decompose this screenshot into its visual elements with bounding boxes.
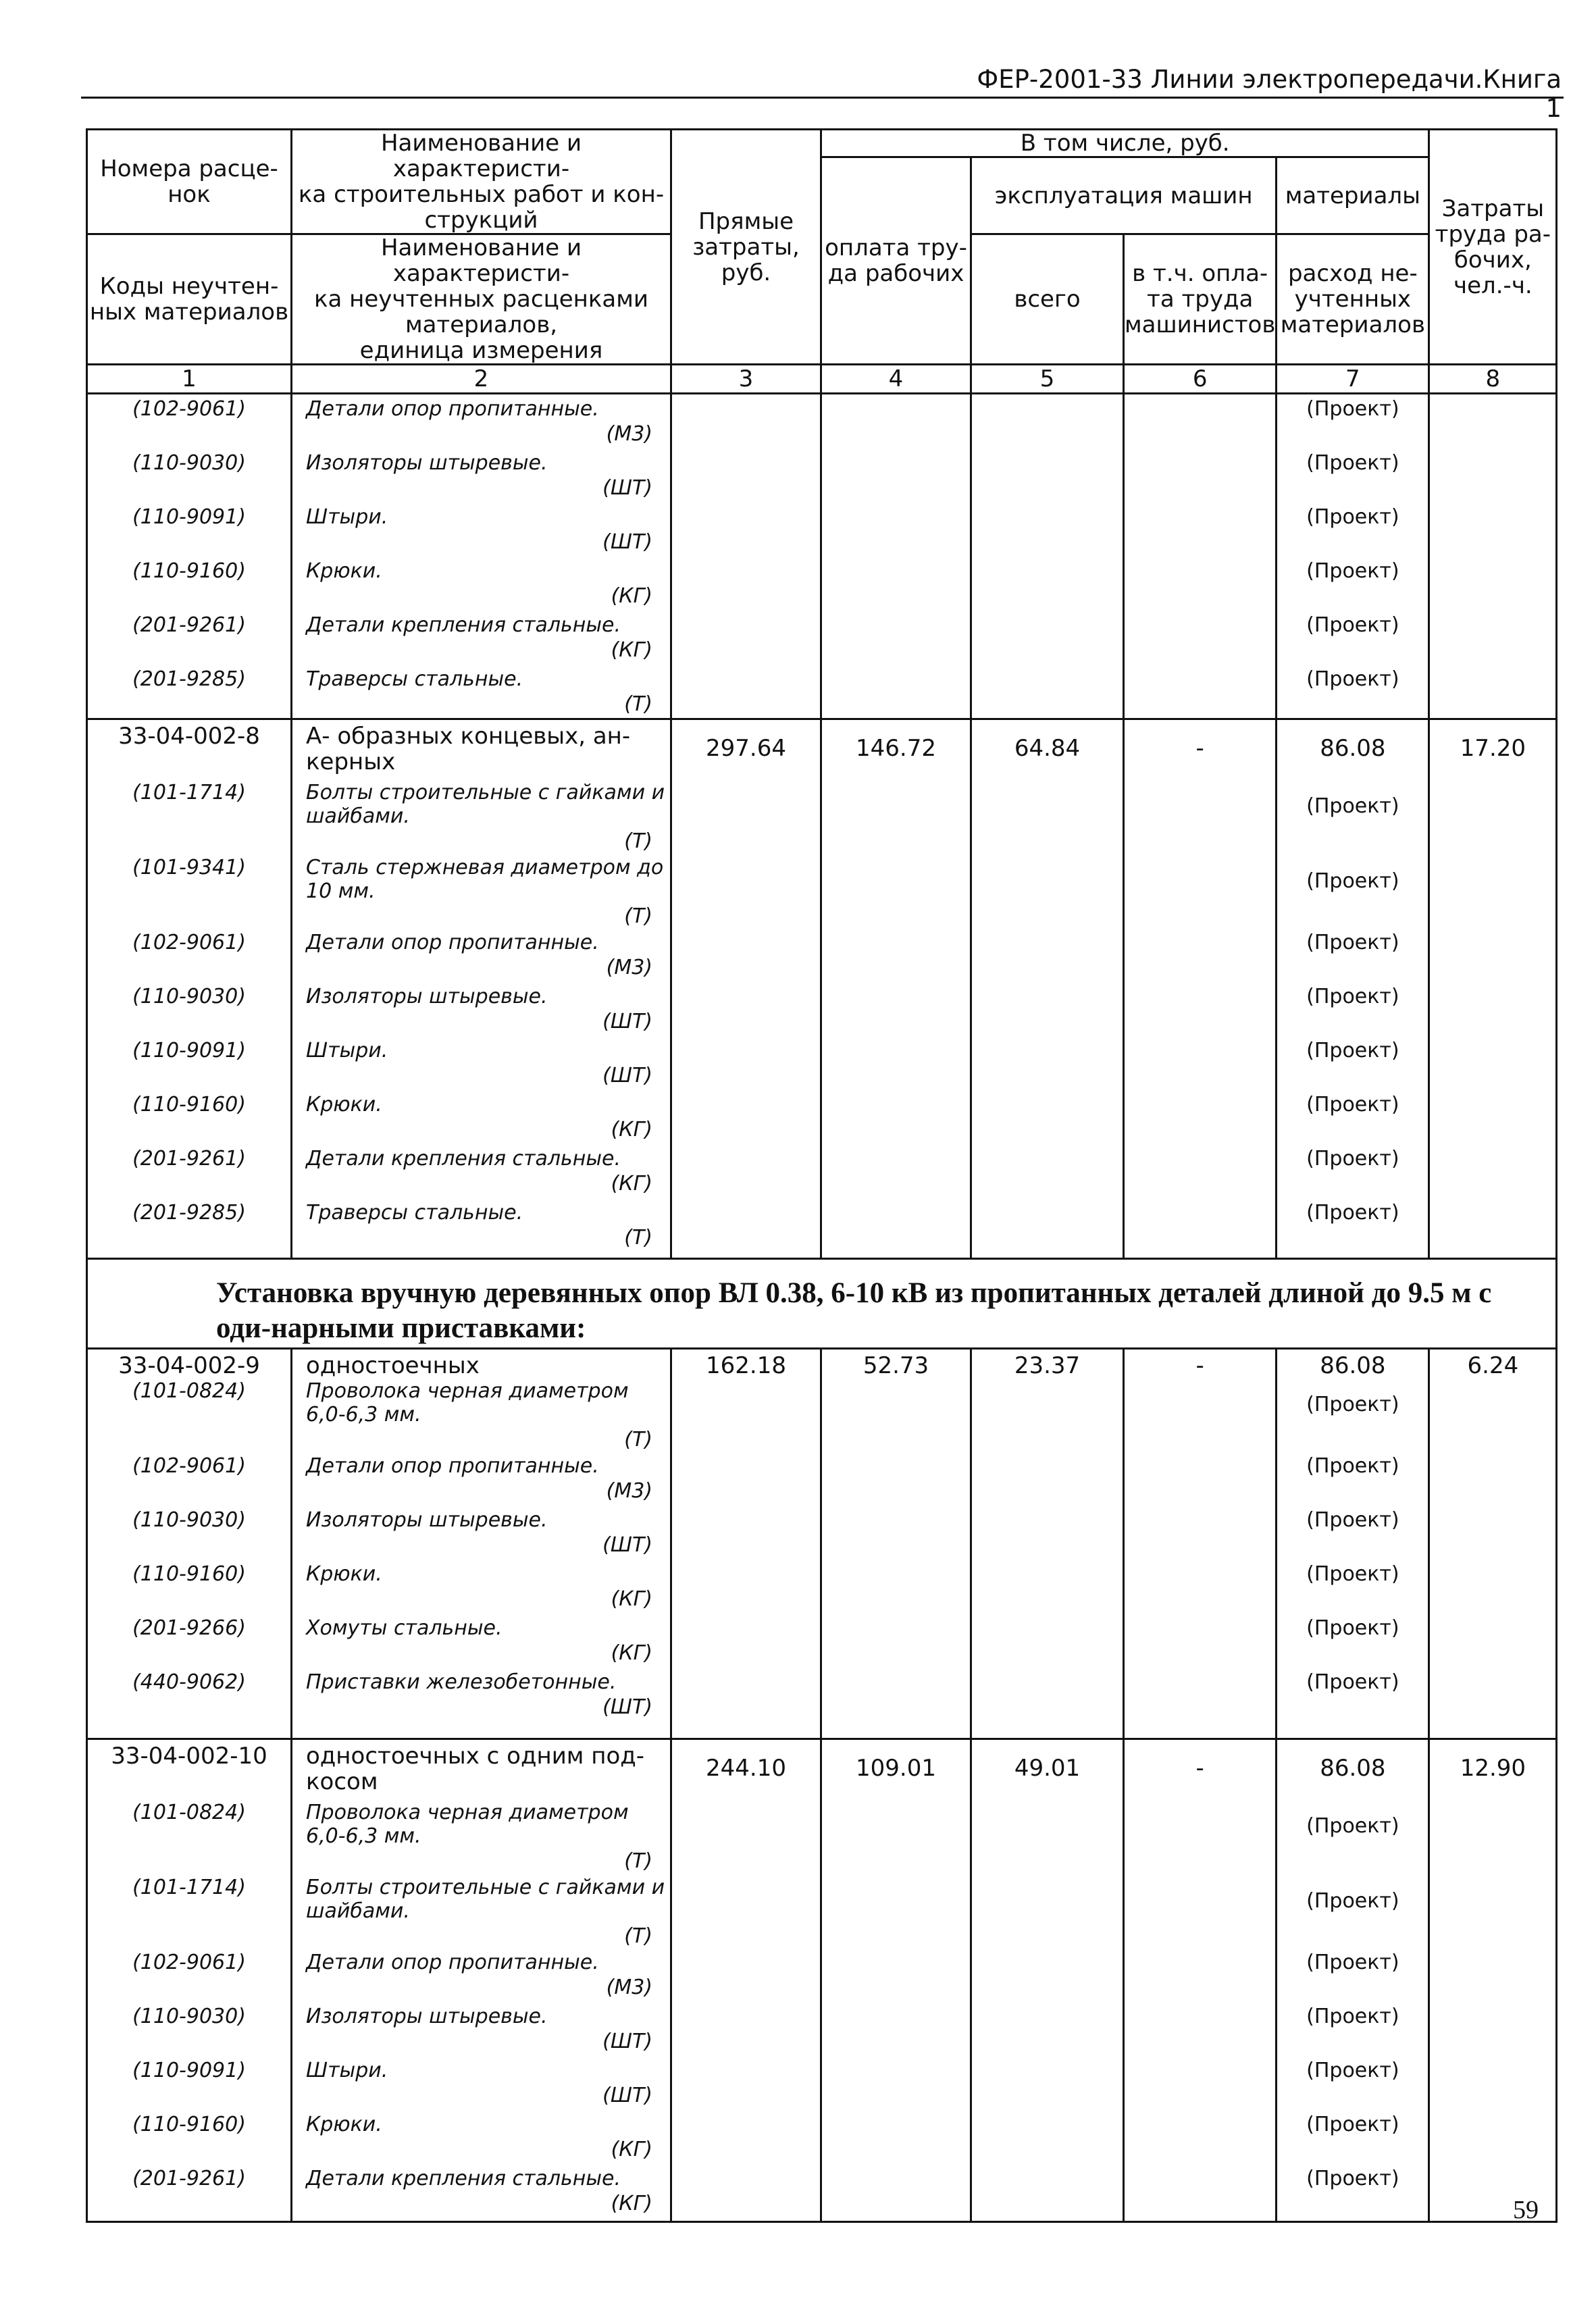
material-code: (110-9030) [132, 1508, 246, 1532]
header-line: ка неучтенных расценками [313, 286, 648, 313]
material-note: (Проект) [1306, 1951, 1399, 1974]
material-note: (Проект) [1306, 931, 1399, 954]
section-title-cell [87, 1259, 1557, 1349]
material-note: (Проект) [1306, 2059, 1399, 2082]
header-line: нок [168, 181, 211, 208]
material-note: (Проект) [1306, 505, 1399, 529]
rate-title: керных [306, 748, 396, 775]
material-note: (Проект) [1306, 2005, 1399, 2028]
material-name: Проволока черная диаметром [306, 1379, 629, 1403]
material-code: (101-1714) [132, 1876, 246, 1899]
material-note: (Проект) [1306, 1201, 1399, 1225]
header-col1-top [87, 130, 292, 234]
material-code: (102-9061) [132, 1951, 246, 1974]
material-name: Проволока черная диаметром [306, 1801, 629, 1824]
header-line: материалов [1280, 311, 1425, 338]
rate-code: 33-04-002-9 [118, 1352, 260, 1379]
rate-value-machinists: - [1195, 735, 1204, 762]
material-note: (Проект) [1306, 451, 1399, 475]
rate-title: одностоечных [306, 1352, 480, 1379]
header-line: машинистов [1125, 311, 1276, 338]
codes-cell [87, 1349, 292, 1739]
header-col2-top [292, 130, 671, 234]
header-including-group: В том числе, руб. [821, 130, 1429, 157]
material-name: 6,0-6,3 мм. [306, 1403, 421, 1426]
rate-value-machinists: - [1195, 1352, 1204, 1379]
machines-total-cell [971, 719, 1124, 1259]
names-cell [292, 719, 671, 1259]
table-body [87, 394, 1557, 2222]
material-note: (Проект) [1306, 2113, 1399, 2136]
header-machines-total: всего [971, 234, 1124, 365]
material-code: (102-9061) [132, 397, 246, 421]
material-code: (201-9261) [132, 613, 246, 637]
material-code: (110-9160) [132, 1093, 246, 1116]
material-name: Траверсы стальные. [306, 667, 523, 691]
material-code: (110-9030) [132, 2005, 246, 2028]
material-note: (Проект) [1306, 1093, 1399, 1116]
material-code: (110-9160) [132, 1562, 246, 1586]
material-unit: (ШТ) [602, 1695, 652, 1719]
material-note: (Проект) [1306, 1454, 1399, 1478]
header-line: та труда [1147, 286, 1254, 313]
material-name: Изоляторы штыревые. [306, 451, 548, 475]
material-unit: (Т) [624, 1226, 652, 1250]
material-note: (Проект) [1306, 1670, 1399, 1694]
header-line: Затраты [1441, 195, 1545, 222]
material-unit: (М3) [606, 1976, 652, 1999]
column-number: 7 [1277, 365, 1429, 394]
rate-value-labor-pay: 146.72 [856, 735, 936, 762]
material-code: (102-9061) [132, 1454, 246, 1478]
names-cell [292, 1739, 671, 2222]
page-header: ФЕР-2001-33 Линии электропередачи.Книга 1 [977, 65, 1562, 123]
column-number: 6 [1124, 365, 1277, 394]
machines-total-cell [971, 394, 1124, 719]
labor-hours-cell [1429, 394, 1557, 719]
material-name: Детали опор пропитанные. [306, 397, 599, 421]
header-line: струкций [424, 207, 538, 234]
material-unit: (ШТ) [602, 530, 652, 554]
material-unit: (КГ) [611, 1118, 652, 1141]
material-name: Болты строительные с гайками и [306, 781, 665, 804]
codes-cell [87, 394, 292, 719]
material-name: Хомуты стальные. [306, 1616, 503, 1640]
direct-costs-cell [671, 1349, 821, 1739]
material-unit: (ШТ) [602, 2030, 652, 2053]
material-name: Штыри. [306, 1039, 388, 1062]
header-line: Номера расце- [100, 155, 278, 182]
material-unit: (КГ) [611, 1587, 652, 1611]
material-name: 6,0-6,3 мм. [306, 1824, 421, 1848]
page-number: 59 [1513, 2196, 1539, 2224]
material-code: (101-1714) [132, 781, 246, 804]
material-unit: (КГ) [611, 2192, 652, 2215]
material-code: (201-9285) [132, 667, 246, 691]
rate-value-direct: 244.10 [706, 1755, 786, 1782]
material-code: (440-9062) [132, 1670, 246, 1694]
column-number: 5 [971, 365, 1124, 394]
material-code: (110-9091) [132, 2059, 246, 2082]
column-number: 8 [1429, 365, 1557, 394]
material-name: Детали крепления стальные. [306, 2167, 621, 2190]
header-line: Прямые [698, 207, 794, 235]
material-unit: (М3) [606, 956, 652, 979]
material-code: (101-0824) [132, 1801, 246, 1824]
labor-pay-cell [821, 1739, 971, 2222]
material-unit: (КГ) [611, 584, 652, 608]
labor-hours-cell [1429, 719, 1557, 1259]
header-line: ных материалов [89, 299, 289, 326]
rate-value-labor-hours: 17.20 [1460, 735, 1526, 762]
material-unit: (ШТ) [602, 2084, 652, 2107]
column-number: 1 [87, 365, 292, 394]
material-unit: (КГ) [611, 2138, 652, 2161]
header-labor-hours [1429, 130, 1557, 365]
rate-value-labor-hours: 12.90 [1460, 1755, 1526, 1782]
rate-code: 33-04-002-10 [111, 1743, 267, 1770]
rate-value-direct: 297.64 [706, 735, 786, 762]
machines-total-cell [971, 1739, 1124, 2222]
materials-cell [1277, 1349, 1429, 1739]
material-code: (110-9091) [132, 505, 246, 529]
material-code: (201-9261) [132, 2167, 246, 2190]
material-name: Крюки. [306, 559, 382, 583]
material-name: Детали крепления стальные. [306, 1147, 621, 1171]
rate-row-33-04-002-8 [87, 719, 1557, 1259]
material-note: (Проект) [1306, 1393, 1399, 1416]
header-line: в т.ч. опла- [1132, 260, 1268, 287]
material-unit: (ШТ) [602, 476, 652, 500]
material-unit: (Т) [624, 1428, 652, 1451]
materials-block-continued [87, 394, 1557, 719]
material-unit: (Т) [624, 1849, 652, 1873]
rate-value-machines-total: 23.37 [1014, 1352, 1081, 1379]
header-line: труда ра- [1435, 220, 1551, 248]
material-unit: (КГ) [611, 1172, 652, 1195]
header-col2-bottom [292, 234, 671, 365]
material-code: (102-9061) [132, 931, 246, 954]
material-name: Детали опор пропитанные. [306, 931, 599, 954]
rate-value-materials: 86.08 [1320, 1755, 1386, 1782]
material-unit: (ШТ) [602, 1533, 652, 1557]
material-name: Изоляторы штыревые. [306, 1508, 548, 1532]
material-name: Детали опор пропитанные. [306, 1951, 599, 1974]
rate-row-33-04-002-10 [87, 1739, 1557, 2222]
material-name: Штыри. [306, 2059, 388, 2082]
header-machinists-pay [1124, 234, 1277, 365]
header-line: единица измерения [359, 337, 603, 364]
materials-cell [1277, 1739, 1429, 2222]
material-note: (Проект) [1306, 1889, 1399, 1913]
material-unit: (М3) [606, 1479, 652, 1503]
machinists-pay-cell [1124, 1739, 1277, 2222]
material-note: (Проект) [1306, 869, 1399, 893]
material-code: (110-9160) [132, 559, 246, 583]
header-line: ка строительных работ и кон- [298, 181, 665, 208]
column-number-row [87, 365, 1557, 394]
material-code: (201-9261) [132, 1147, 246, 1171]
material-name: Болты строительные с гайками и [306, 1876, 665, 1899]
labor-pay-cell [821, 719, 971, 1259]
names-cell [292, 1349, 671, 1739]
header-line: материалов, [405, 311, 558, 338]
material-name: Изоляторы штыревые. [306, 985, 548, 1008]
labor-pay-cell [821, 1349, 971, 1739]
material-unit: (ШТ) [602, 1010, 652, 1033]
rate-title: А- образных концевых, ан- [306, 723, 631, 750]
header-line: Наименование и характеристи- [380, 130, 582, 182]
rate-value-machines-total: 49.01 [1014, 1755, 1081, 1782]
machinists-pay-cell [1124, 719, 1277, 1259]
material-name: 10 мм. [306, 879, 376, 903]
material-name: Крюки. [306, 2113, 382, 2136]
materials-cell [1277, 719, 1429, 1259]
direct-costs-cell [671, 719, 821, 1259]
header-line: бочих, [1453, 246, 1532, 274]
material-note: (Проект) [1306, 1616, 1399, 1640]
material-note: (Проект) [1306, 2167, 1399, 2190]
section-title: Установка вручную деревянных опор ВЛ 0.38, 6-10 кВ из пропитанных деталей длиной до 9.5 м с оди-нарными приставками: [216, 1277, 1492, 1344]
material-note: (Проект) [1306, 397, 1399, 421]
rate-value-labor-pay: 109.01 [856, 1755, 936, 1782]
header-line: затраты, [692, 233, 800, 261]
material-name: Траверсы стальные. [306, 1201, 523, 1225]
labor-hours-cell [1429, 1349, 1557, 1739]
material-note: (Проект) [1306, 1508, 1399, 1532]
material-code: (110-9030) [132, 451, 246, 475]
column-number: 2 [292, 365, 671, 394]
rate-title: косом [306, 1768, 378, 1795]
header-labor-pay [821, 157, 971, 365]
material-note: (Проект) [1306, 559, 1399, 583]
material-code: (110-9160) [132, 2113, 246, 2136]
material-name: Крюки. [306, 1093, 382, 1116]
header-machine-operation: эксплуатация машин [971, 157, 1277, 234]
machines-total-cell [971, 1349, 1124, 1739]
material-code: (101-9341) [132, 856, 246, 879]
header-rule [81, 97, 1564, 99]
header-line: Наименование и характеристи- [380, 234, 582, 287]
material-note: (Проект) [1306, 1562, 1399, 1586]
table-header [87, 130, 1557, 394]
material-name: Сталь стержневая диаметром до [306, 856, 664, 879]
rate-row-33-04-002-9 [87, 1349, 1557, 1739]
material-unit: (Т) [624, 1924, 652, 1948]
section-row [87, 1259, 1557, 1349]
material-code: (101-0824) [132, 1379, 246, 1403]
material-unit: (М3) [606, 422, 652, 446]
material-name: шайбами. [306, 1899, 410, 1923]
material-note: (Проект) [1306, 1147, 1399, 1171]
material-name: Детали крепления стальные. [306, 613, 621, 637]
material-code: (110-9030) [132, 985, 246, 1008]
material-unit: (Т) [624, 829, 652, 853]
codes-cell [87, 1739, 292, 2222]
material-unit: (КГ) [611, 638, 652, 662]
direct-costs-cell [671, 1739, 821, 2222]
material-code: (110-9091) [132, 1039, 246, 1062]
material-name: Крюки. [306, 1562, 382, 1586]
rate-value-labor-pay: 52.73 [863, 1352, 929, 1379]
materials-cell [1277, 394, 1429, 719]
rate-value-direct: 162.18 [706, 1352, 786, 1379]
material-name: Приставки железобетонные. [306, 1670, 617, 1694]
material-name: Изоляторы штыревые. [306, 2005, 548, 2028]
column-number: 4 [821, 365, 971, 394]
material-code: (201-9285) [132, 1201, 246, 1225]
names-cell [292, 394, 671, 719]
price-table [86, 128, 1558, 2223]
material-unit: (Т) [624, 692, 652, 716]
price-table-container [86, 128, 1558, 2223]
material-note: (Проект) [1306, 1814, 1399, 1838]
rate-value-materials: 86.08 [1320, 1352, 1386, 1379]
header-unaccounted-materials [1277, 234, 1429, 365]
material-note: (Проект) [1306, 667, 1399, 691]
rate-code: 33-04-002-8 [118, 723, 260, 750]
header-line: оплата тру- [825, 234, 967, 261]
material-unit: (ШТ) [602, 1064, 652, 1087]
labor-hours-cell [1429, 1739, 1557, 2222]
material-name: шайбами. [306, 804, 410, 828]
rate-title: одностоечных с одним под- [306, 1743, 645, 1770]
header-line: чел.-ч. [1453, 272, 1533, 299]
material-note: (Проект) [1306, 794, 1399, 818]
material-name: Детали опор пропитанные. [306, 1454, 599, 1478]
rate-value-machinists: - [1195, 1755, 1204, 1782]
column-number: 3 [671, 365, 821, 394]
material-unit: (КГ) [611, 1641, 652, 1665]
header-line: руб. [721, 259, 771, 286]
machinists-pay-cell [1124, 1349, 1277, 1739]
material-code: (201-9266) [132, 1616, 246, 1640]
header-line: Коды неучтен- [99, 273, 279, 300]
material-note: (Проект) [1306, 985, 1399, 1008]
material-note: (Проект) [1306, 1039, 1399, 1062]
direct-costs-cell [671, 394, 821, 719]
rate-value-labor-hours: 6.24 [1467, 1352, 1519, 1379]
material-note: (Проект) [1306, 613, 1399, 637]
header-materials: материалы [1277, 157, 1429, 234]
header-direct-costs [671, 130, 821, 365]
codes-cell [87, 719, 292, 1259]
header-col1-bottom [87, 234, 292, 365]
material-unit: (Т) [624, 904, 652, 928]
header-line: расход не- [1287, 260, 1418, 287]
labor-pay-cell [821, 394, 971, 719]
header-line: учтенных [1294, 286, 1412, 313]
header-line: да рабочих [827, 260, 964, 287]
rate-value-machines-total: 64.84 [1014, 735, 1081, 762]
rate-value-materials: 86.08 [1320, 735, 1386, 762]
machinists-pay-cell [1124, 394, 1277, 719]
material-name: Штыри. [306, 505, 388, 529]
